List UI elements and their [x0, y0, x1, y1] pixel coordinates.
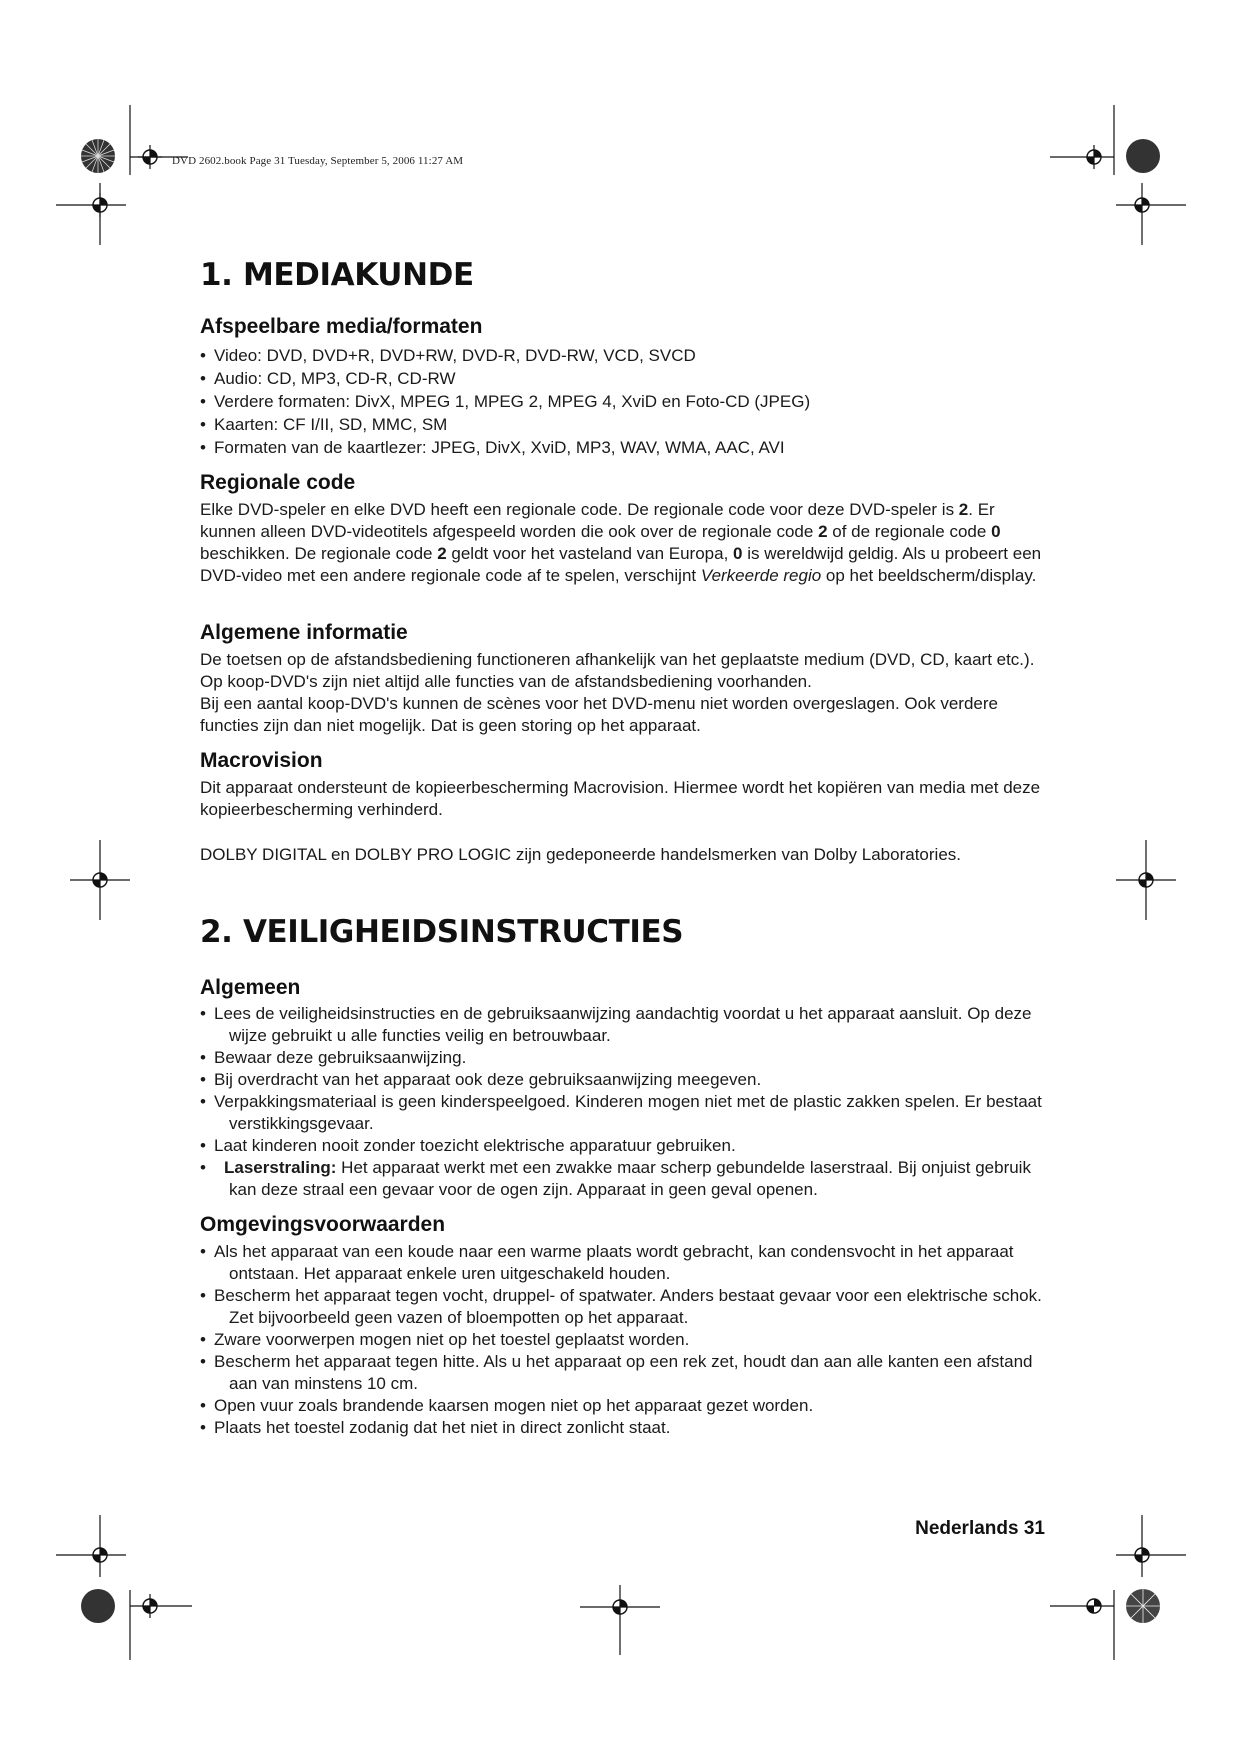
- heading-general: Algemeen: [200, 976, 301, 999]
- crosshair-icon: [1116, 175, 1186, 245]
- list-item: • Formaten van de kaartlezer: JPEG, DivX, XviD, MP3, WAV, WMA, AAC, AVI: [200, 436, 1050, 459]
- environment-list: [200, 1241, 1050, 1439]
- list-item: • Lees de veiligheidsinstructies en de gebruiksaanwijzing aandachtig voordat u het apparaat aansluit. Op deze wijze gebruikt u alle functies veilig en betrouwbaar.: [200, 1003, 1050, 1047]
- print-slug: DVD 2602.book Page 31 Tuesday, September 5, 2006 11:27 AM: [172, 155, 464, 167]
- list-item: • Als het apparaat van een koude naar een warme plaats wordt gebracht, kan condensvocht in het apparaat ontstaan. Het apparaat enkele uren uitgeschakeld houden.: [200, 1241, 1050, 1285]
- crosshair-icon: [56, 1515, 126, 1585]
- list-item: • Verdere formaten: DivX, MPEG 1, MPEG 2, MPEG 4, XviD en Foto-CD (JPEG): [200, 390, 1050, 413]
- safety-general-list: [200, 1003, 1050, 1201]
- list-item: • Audio: CD, MP3, CD-R, CD-RW: [200, 367, 1050, 390]
- general-info-paragraph-1: De toetsen op de afstandsbediening functioneren afhankelijk van het geplaatste medium (DVD, CD, kaart etc.). Op koop-DVD's zijn niet altijd alle functies van de afstandsbediening voorhanden.: [200, 650, 1035, 691]
- crosshair-icon: [1116, 840, 1176, 920]
- registration-target-icon: [70, 1578, 126, 1634]
- region-code-paragraph: Elke DVD-speler en elke DVD heeft een regionale code. De regionale code voor deze DVD-speler is 2. Er kunnen alleen DVD-videotitels afgespeeld worden die ook over de regionale code 2 of de regionale code 0 beschikken. De regionale code 2 geldt voor het vasteland van Europa, 0 is wereldwijd geldig. Als u probeert een DVD-video met een andere regionale code af te spelen, verschijnt Verkeerde regio op het beeldscherm/display.: [200, 500, 1042, 585]
- heading-general-info: Algemene informatie: [200, 621, 408, 644]
- heading-media-formats: Afspeelbare media/formaten: [200, 315, 483, 338]
- list-item: • Laat kinderen nooit zonder toezicht elektrische apparatuur gebruiken.: [200, 1135, 1050, 1157]
- crosshair-icon: [1050, 105, 1116, 195]
- list-item: • Bewaar deze gebruiksaanwijzing.: [200, 1047, 1050, 1069]
- crosshair-icon: [580, 1585, 660, 1655]
- list-item: • Bescherm het apparaat tegen vocht, druppel- of spatwater. Anders bestaat gevaar voor een elektrische schok. Zet bijvoorbeeld geen vazen of bloempotten op het apparaat.: [200, 1285, 1050, 1329]
- crosshair-icon: [128, 105, 188, 195]
- heading-region-code: Regionale code: [200, 471, 356, 494]
- crosshair-icon: [1116, 1515, 1186, 1585]
- crosshair-icon: [128, 1580, 192, 1660]
- laser-label: Laserstraling:: [224, 1158, 337, 1177]
- list-item: • Bescherm het apparaat tegen hitte. Als u het apparaat op een rek zet, houdt dan aan alle kanten een afstand aan van minstens 10 cm.: [200, 1351, 1050, 1395]
- macrovision-paragraph: Dit apparaat ondersteunt de kopieerbescherming Macrovision. Hiermee wordt het kopiëren van media met deze kopieerbescherming verhinderd.: [200, 778, 1041, 819]
- dolby-trademark-paragraph: DOLBY DIGITAL en DOLBY PRO LOGIC zijn gedeponeerde handelsmerken van Dolby Laboratories.: [200, 845, 961, 864]
- list-item-laser: • Laserstraling: Het apparaat werkt met een zwakke maar scherp gebundelde laserstraal. Bij onjuist gebruik kan deze straal een gevaar voor de ogen zijn. Apparaat in geen geval openen.: [200, 1157, 1050, 1201]
- list-item: • Zware voorwerpen mogen niet op het toestel geplaatst worden.: [200, 1329, 1050, 1351]
- list-item: • Open vuur zoals brandende kaarsen mogen niet op het apparaat gezet worden.: [200, 1395, 1050, 1417]
- list-item: • Plaats het toestel zodanig dat het niet in direct zonlicht staat.: [200, 1417, 1050, 1439]
- media-formats-list: [200, 344, 1050, 459]
- heading-macrovision: Macrovision: [200, 749, 323, 772]
- list-item: • Video: DVD, DVD+R, DVD+RW, DVD-R, DVD-RW, VCD, SVCD: [200, 344, 1050, 367]
- list-item: • Verpakkingsmateriaal is geen kinderspeelgoed. Kinderen mogen niet met de plastic zakken spelen. Er bestaat verstikkingsgevaar.: [200, 1091, 1050, 1135]
- heading-environment: Omgevingsvoorwaarden: [200, 1213, 446, 1236]
- crosshair-icon: [56, 175, 126, 245]
- registration-target-icon: [1115, 1578, 1171, 1634]
- section-title-mediakunde: 1. MEDIAKUNDE: [200, 257, 474, 293]
- crosshair-icon: [1050, 1580, 1116, 1660]
- general-info-paragraph-2: Bij een aantal koop-DVD's kunnen de scènes voor het DVD-menu niet worden overgeslagen. Ook verdere functies zijn dan niet mogelijk. Dat is geen storing op het apparaat.: [200, 694, 998, 735]
- list-item: • Kaarten: CF I/II, SD, MMC, SM: [200, 413, 1050, 436]
- page-footer: Nederlands 31: [915, 1518, 1045, 1539]
- crosshair-icon: [70, 840, 130, 920]
- list-item: • Bij overdracht van het apparaat ook deze gebruiksaanwijzing meegeven.: [200, 1069, 1050, 1091]
- page-content: [200, 250, 1050, 1439]
- section-title-safety: 2. VEILIGHEIDSINSTRUCTIES: [200, 914, 684, 950]
